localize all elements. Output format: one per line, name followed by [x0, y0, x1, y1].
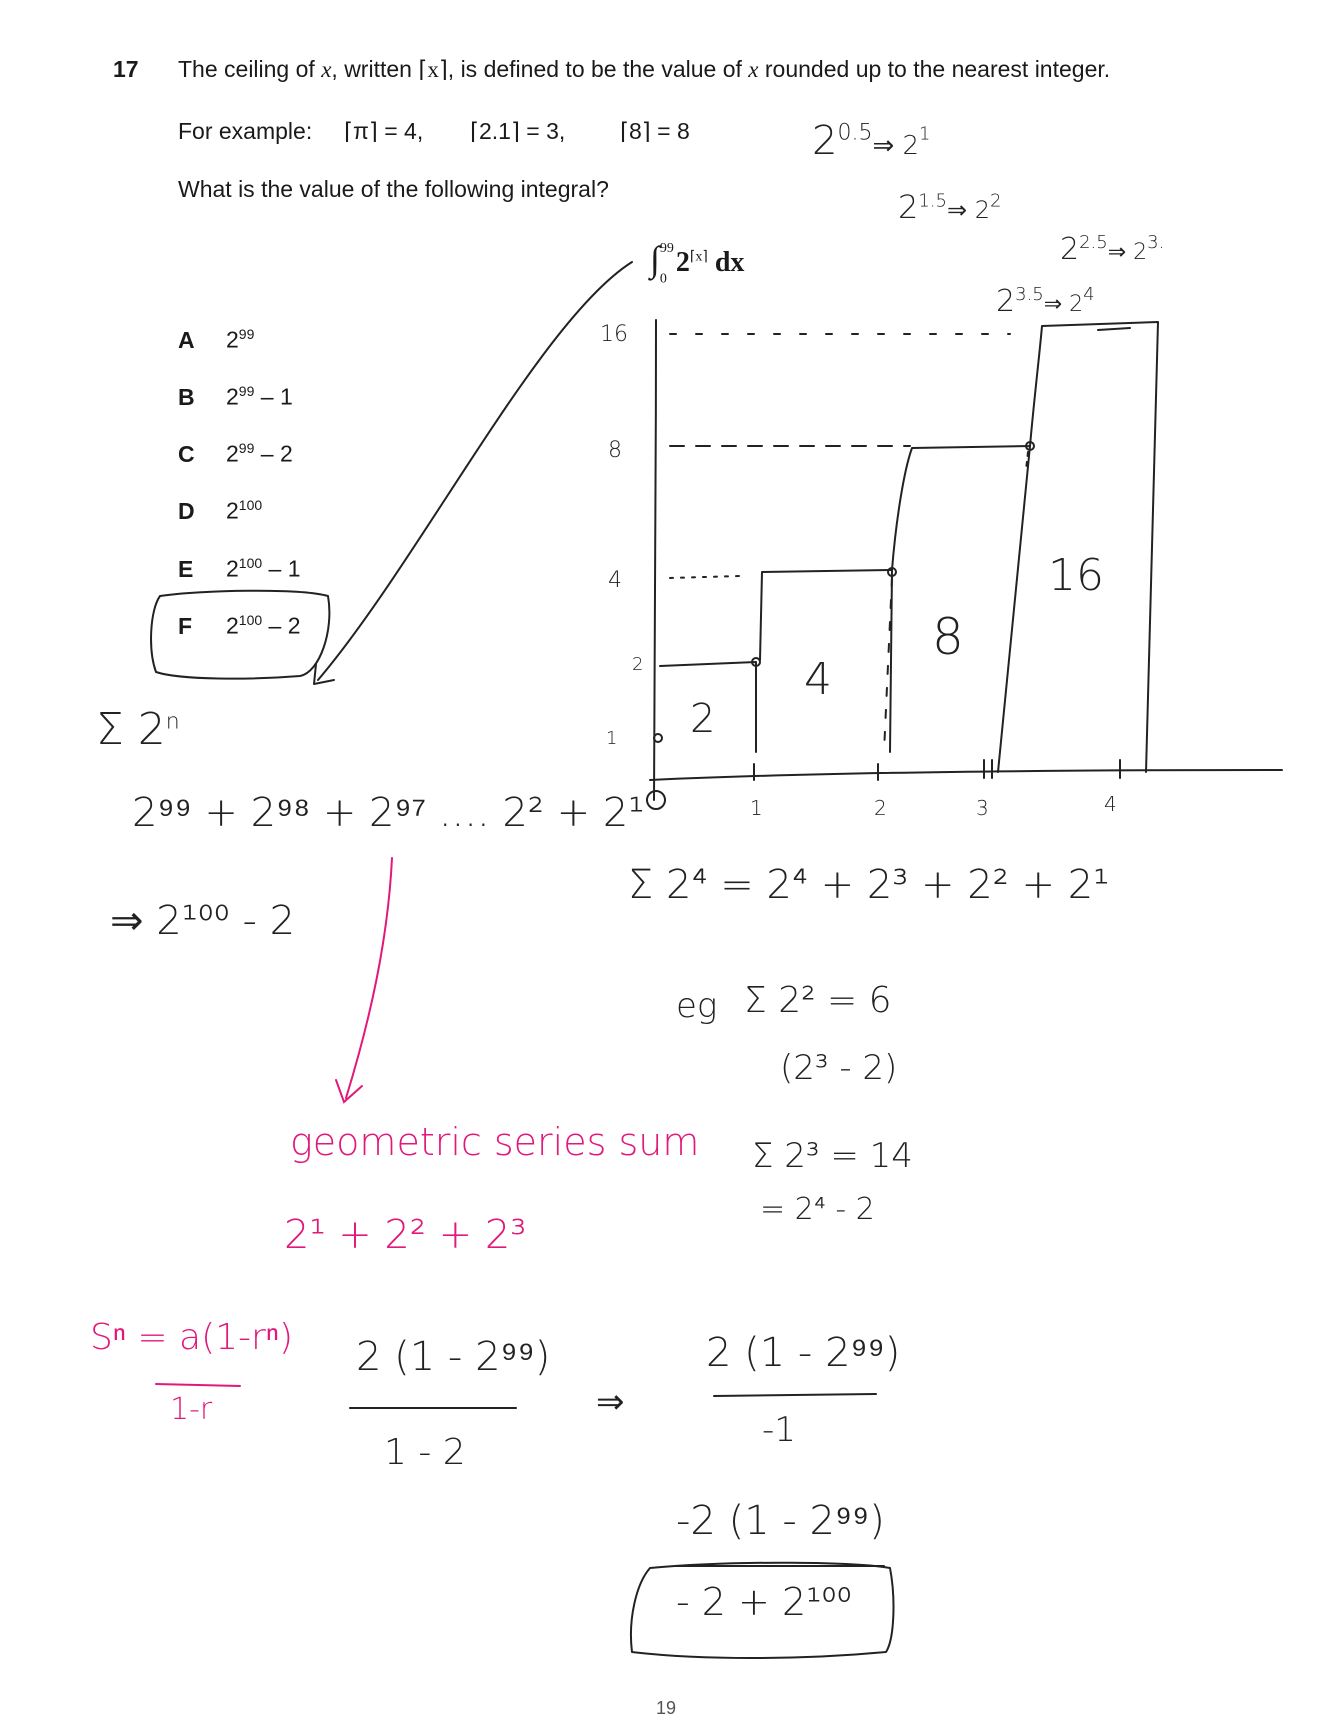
option-tail: – 1 — [254, 383, 293, 410]
option-letter: D — [178, 497, 195, 524]
guide-4 — [670, 576, 740, 578]
x-tick — [984, 760, 992, 778]
option-letter: B — [178, 383, 195, 410]
question-prompt: What is the value of the following integral? — [178, 176, 609, 202]
working-step: -2 (1 - 2⁹⁹) — [676, 1498, 885, 1544]
y-tick-label: 4 — [608, 568, 622, 593]
step-tick — [1098, 328, 1130, 330]
option-base: 2 — [226, 326, 239, 353]
area-label: 8 — [932, 608, 964, 666]
pink-arrow — [346, 858, 392, 1098]
option-letter: E — [178, 555, 194, 582]
integrand-base: 2 — [675, 247, 690, 278]
y-tick-label: 1 — [606, 728, 618, 749]
pink-series: 2¹ + 2² + 2³ — [284, 1212, 527, 1258]
area-label: 2 — [690, 696, 716, 742]
question-text-part: rounded up to the nearest integer. — [758, 56, 1111, 82]
pink-formula-den: 1-r — [170, 1392, 213, 1427]
option-base: 2 — [226, 440, 239, 467]
option-base: 2 — [226, 497, 239, 524]
hand-note: $2^{0.5}\Rightarrow$ $2^1$ — [812, 118, 931, 164]
pink-formula-num: Sⁿ = a(1-rⁿ) — [90, 1317, 294, 1358]
eg-sum-1b: (2³ - 2) — [780, 1048, 898, 1088]
graph-origin — [647, 791, 665, 809]
y-tick-label: 8 — [608, 438, 622, 463]
area-label: 4 — [804, 654, 832, 705]
hand-note: $2^{2.5}\Rightarrow$ $2^{3.}$ — [1060, 232, 1165, 267]
area-label: 16 — [1048, 550, 1104, 601]
option-base: 2 — [226, 383, 239, 410]
question-text-part: , is defined to be the value of — [447, 56, 749, 82]
x-tick-label: 2 — [874, 796, 887, 820]
var-x: x — [321, 57, 332, 82]
example-1: ⌈π⌉ = 4, — [344, 118, 424, 144]
option-base: 2 — [226, 612, 239, 639]
answer-circle — [151, 591, 329, 679]
integral-lower: 0 — [659, 272, 667, 288]
option-exp: 100 — [238, 497, 263, 513]
pink-title: geometric series sum — [290, 1120, 700, 1164]
example-3: ⌈8⌉ = 8 — [620, 118, 690, 144]
option-tail: – 2 — [262, 612, 301, 639]
fraction-1-denominator: 1 - 2 — [384, 1432, 466, 1473]
final-answer: - 2 + 2¹⁰⁰ — [676, 1580, 852, 1624]
right-sum: Σ 2⁴ = 2⁴ + 2³ + 2² + 2¹ — [628, 862, 1110, 908]
question-text-part: The ceiling of — [178, 56, 322, 82]
question-text-part: , written — [331, 56, 419, 82]
fraction-bar — [714, 1394, 876, 1396]
step-function — [660, 322, 1158, 772]
option-letter: F — [178, 612, 193, 639]
example-label: For example: — [178, 118, 313, 144]
integrand-exp: ⌈x⌉ — [689, 249, 708, 265]
integral-sign: ∫ — [650, 239, 660, 279]
ceil-x: ⌈x⌉ — [418, 57, 448, 82]
option-exp: 100 — [238, 555, 263, 571]
pointer-arrow — [318, 262, 632, 680]
left-result: ⇒ 2¹⁰⁰ - 2 — [110, 898, 296, 944]
option-tail: – 1 — [262, 555, 301, 582]
page-number: 19 — [656, 1698, 677, 1718]
option-tail: – 2 — [254, 440, 293, 467]
hand-note: $2^{3.5}\Rightarrow$ $2^4$ — [996, 284, 1095, 319]
fraction-2-numerator: 2 (1 - 2⁹⁹) — [706, 1330, 901, 1376]
option-exp: 100 — [238, 612, 263, 628]
option-letter: A — [178, 326, 195, 353]
graph-x-axis — [650, 770, 1282, 780]
x-tick-label: 3 — [976, 796, 989, 820]
pink-fraction-bar — [156, 1384, 240, 1386]
y-tick-label: 16 — [600, 322, 628, 347]
hand-note: $2^{1.5}\Rightarrow$ $2^2$ — [898, 188, 1002, 226]
option-exp: 99 — [238, 326, 255, 342]
eg-sum-1: Σ 2² = 6 — [744, 980, 892, 1021]
eg-sum-2: Σ 2³ = 14 — [752, 1136, 913, 1176]
eg-sum-2b: = 2⁴ - 2 — [760, 1192, 875, 1227]
left-series: 2⁹⁹ + 2⁹⁸ + 2⁹⁷ .... 2² + 2¹ — [132, 790, 645, 836]
option-letter: C — [178, 440, 195, 467]
graph-y-axis — [654, 320, 656, 800]
integral-upper: 99 — [659, 241, 674, 257]
example-2: ⌈2.1⌉ = 3, — [470, 118, 566, 144]
fraction-2-denominator: -1 — [762, 1410, 796, 1450]
eg-label: eg — [676, 986, 718, 1026]
y-tick-label: 2 — [632, 654, 644, 675]
option-exp: 99 — [238, 440, 255, 456]
fraction-1-numerator: 2 (1 - 2⁹⁹) — [356, 1334, 551, 1380]
integral-dx: dx — [714, 247, 745, 278]
sum-notation: Σ 2$^n$ — [96, 704, 180, 755]
x-tick-label: 1 — [750, 796, 763, 820]
option-base: 2 — [226, 555, 239, 582]
var-x: x — [748, 57, 759, 82]
implies-arrow: ⇒ — [596, 1382, 625, 1422]
x-tick-label: 4 — [1104, 792, 1117, 816]
option-exp: 99 — [238, 383, 255, 399]
question-number: 17 — [113, 56, 139, 82]
